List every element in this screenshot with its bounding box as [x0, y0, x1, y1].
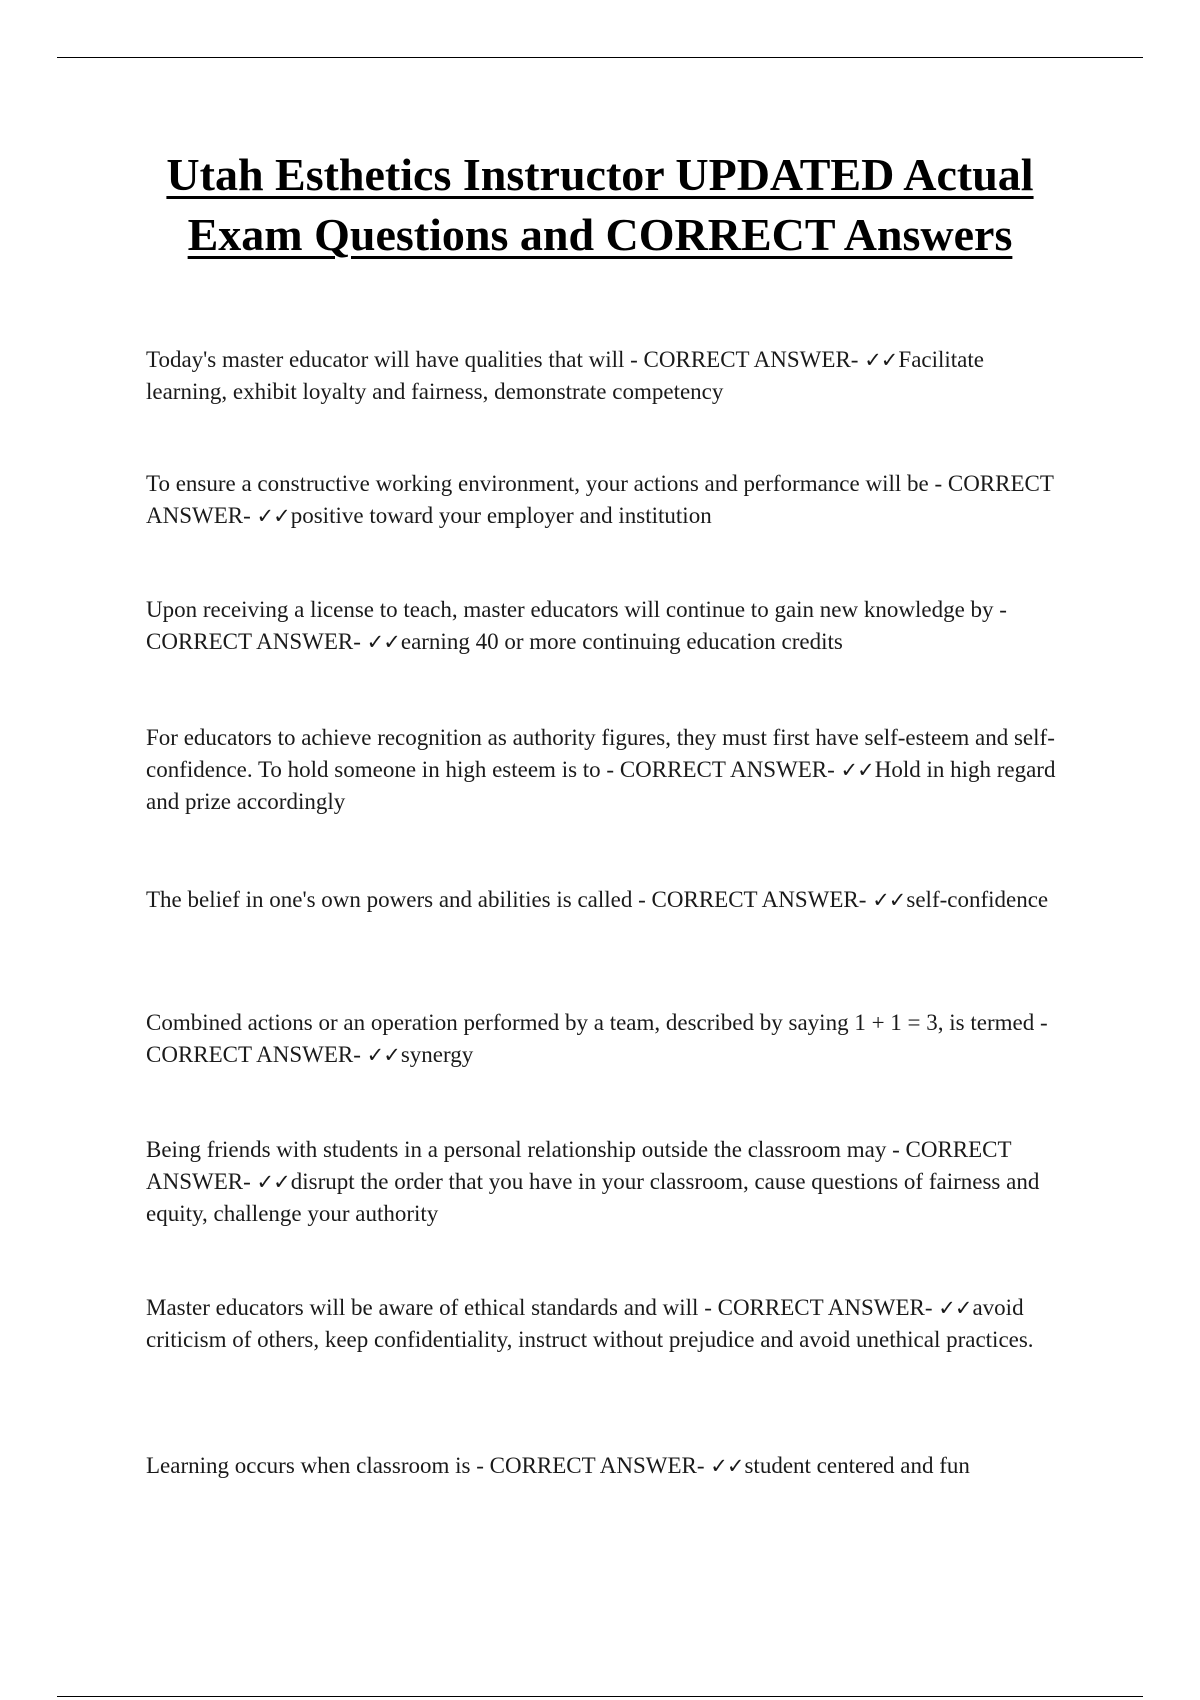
top-divider	[57, 57, 1143, 58]
qa-item-4	[146, 722, 1066, 818]
answer-text: avoid criticism of others, keep confidentiality, instruct without prejudice and avoid unethical practices.	[146, 1295, 1034, 1352]
qa-item-7	[146, 1134, 1066, 1230]
question-text: Master educators will be aware of ethical standards and will - CORRECT ANSWER-	[146, 1295, 939, 1320]
answer-text: Hold in high regard and prize accordingly	[146, 757, 1056, 814]
answer-text: earning 40 or more continuing education credits	[400, 629, 843, 654]
qa-item-6	[146, 1007, 1066, 1071]
double-check-icon: ✓✓	[864, 348, 898, 372]
qa-item-3	[146, 594, 1066, 658]
page-title-text: Utah Esthetics Instructor UPDATED Actual Exam Questions and CORRECT Answers	[166, 149, 1034, 260]
answer-text: disrupt the order that you have in your classroom, cause questions of fairness and equity, challenge your authority	[146, 1169, 1040, 1226]
question-text: Today's master educator will have qualities that will - CORRECT ANSWER-	[146, 347, 865, 372]
question-text: To ensure a constructive working environment, your actions and performance will be - CORRECT ANSWER-	[146, 471, 1054, 528]
question-text: Learning occurs when classroom is - CORRECT ANSWER-	[146, 1453, 711, 1478]
question-text: The belief in one's own powers and abilities is called - CORRECT ANSWER-	[146, 887, 873, 912]
double-check-icon: ✓✓	[366, 630, 400, 654]
answer-text: synergy	[400, 1042, 474, 1067]
double-check-icon: ✓✓	[710, 1454, 744, 1478]
question-text: Being friends with students in a personal relationship outside the classroom may - CORRECT ANSWER-	[146, 1137, 1012, 1194]
answer-text: Facilitate learning, exhibit loyalty and fairness, demonstrate competency	[146, 347, 984, 404]
double-check-icon: ✓✓	[840, 758, 874, 782]
bottom-divider	[57, 1696, 1143, 1697]
qa-item-5	[146, 884, 1066, 916]
double-check-icon: ✓✓	[256, 1170, 290, 1194]
question-text: Combined actions or an operation performed by a team, described by saying 1 + 1 = 3, is termed - CORRECT ANSWER-	[146, 1010, 1048, 1067]
answer-text: positive toward your employer and institution	[290, 503, 712, 528]
double-check-icon: ✓✓	[366, 1043, 400, 1067]
page-title	[120, 145, 1080, 265]
answer-text: self-confidence	[906, 887, 1049, 912]
question-text: Upon receiving a license to teach, master educators will continue to gain new knowledge by - CORRECT ANSWER-	[146, 597, 1007, 654]
question-text: For educators to achieve recognition as authority figures, they must first have self-esteem and self-confidence. To hold someone in high esteem is to - CORRECT ANSWER-	[146, 725, 1055, 782]
double-check-icon: ✓✓	[256, 504, 290, 528]
qa-item-8	[146, 1292, 1066, 1356]
double-check-icon: ✓✓	[938, 1296, 972, 1320]
qa-item-2	[146, 468, 1066, 532]
answer-text: student centered and fun	[744, 1453, 970, 1478]
qa-item-1	[146, 344, 1066, 408]
qa-item-9	[146, 1450, 1066, 1482]
double-check-icon: ✓✓	[872, 888, 906, 912]
